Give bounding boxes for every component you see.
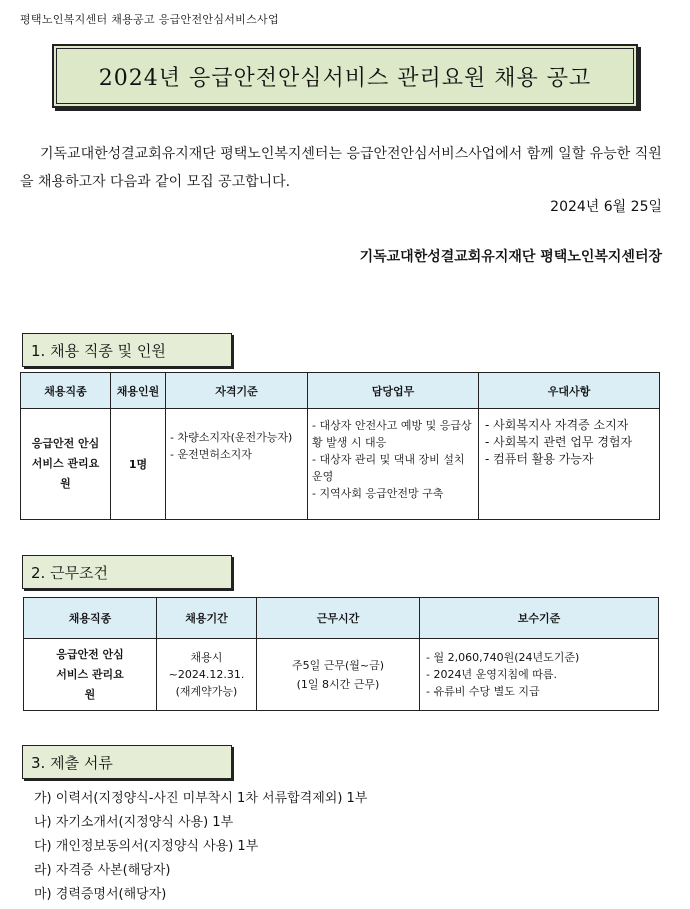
intro-paragraph: 기독교대한성결교회유지재단 평택노인복지센터는 응급안전안심서비스사업에서 함께 일할 유능한 직원을 채용하고자 다음과 같이 모집 공고합니다. — [20, 146, 662, 190]
section-3-heading: 3. 제출 서류 — [22, 745, 232, 779]
section-2-table — [23, 597, 659, 711]
col-header: 채용기간 — [157, 598, 257, 639]
col-header: 담당업무 — [308, 373, 479, 409]
list-item: 나) 자기소개서(지정양식 사용) 1부 — [34, 815, 234, 830]
col-header: 채용직종 — [24, 598, 157, 639]
col-header: 보수기준 — [420, 598, 659, 639]
list-item: - 차량소지자(운전가능자) — [170, 431, 293, 444]
page-title: 2024년 응급안전안심서비스 관리요원 채용 공고 — [98, 65, 592, 91]
pay-cell — [420, 639, 659, 711]
col-header: 채용인원 — [111, 373, 166, 409]
page-header: 평택노인복지센터 채용공고 응급안전안심서비스사업 — [20, 13, 279, 26]
list-item: 마) 경력증명서(해당자) — [34, 887, 167, 902]
list-item: - 운전면허소지자 — [170, 448, 252, 461]
qualifications-cell — [166, 409, 308, 520]
list-item: - 2024년 운영지침에 따름. — [426, 668, 557, 681]
list-item: 라) 자격증 사본(해당자) — [34, 863, 171, 878]
table-row — [21, 409, 660, 520]
title-box — [52, 44, 638, 108]
list-item: - 지역사회 응급안전망 구축 — [312, 487, 444, 500]
duties-cell — [308, 409, 479, 520]
col-header: 자격기준 — [166, 373, 308, 409]
period-line: 채용시 — [190, 651, 223, 664]
list-item: - 대상자 안전사고 예방 및 응급상황 발생 시 대응 — [312, 419, 472, 449]
list-item: - 사회복지 관련 업무 경험자 — [485, 435, 633, 449]
period-line: ~2024.12.31. — [168, 668, 245, 681]
hours-cell — [257, 639, 420, 711]
job-cell: 응급안전 안심서비스 관리요원 — [24, 639, 157, 711]
section-1-heading: 1. 채용 직종 및 인원 — [22, 333, 232, 367]
section-2-heading: 2. 근무조건 — [22, 555, 232, 589]
preferences-cell — [479, 409, 660, 520]
list-item: 다) 개인정보동의서(지정양식 사용) 1부 — [34, 839, 259, 854]
col-header: 우대사항 — [479, 373, 660, 409]
table-header-row — [21, 373, 660, 409]
announcement-date: 2024년 6월 25일 — [550, 199, 662, 215]
hours-line: (1일 8시간 근무) — [296, 677, 380, 691]
list-item: - 컴퓨터 활용 가능자 — [485, 452, 594, 466]
documents-list — [34, 787, 367, 907]
col-header: 채용직종 — [21, 373, 111, 409]
section-1-table — [20, 372, 660, 520]
count-cell: 1명 — [111, 409, 166, 520]
hours-line: 주5일 근무(월~금) — [291, 658, 385, 672]
list-item: - 대상자 관리 및 댁내 장비 설치 운영 — [312, 453, 465, 483]
col-header: 근무시간 — [257, 598, 420, 639]
table-row — [24, 639, 659, 711]
list-item: - 사회복지사 자격증 소지자 — [485, 418, 629, 432]
period-line: (재계약가능) — [175, 685, 238, 698]
list-item: - 월 2,060,740원(24년도기준) — [426, 651, 580, 664]
organization-signature: 기독교대한성결교회유지재단 평택노인복지센터장 — [359, 249, 662, 265]
table-header-row — [24, 598, 659, 639]
list-item: 가) 이력서(지정양식-사진 미부착시 1차 서류합격제외) 1부 — [34, 791, 368, 806]
list-item: - 유류비 수당 별도 지급 — [426, 685, 540, 698]
period-cell — [157, 639, 257, 711]
job-cell: 응급안전 안심서비스 관리요원 — [21, 409, 111, 520]
